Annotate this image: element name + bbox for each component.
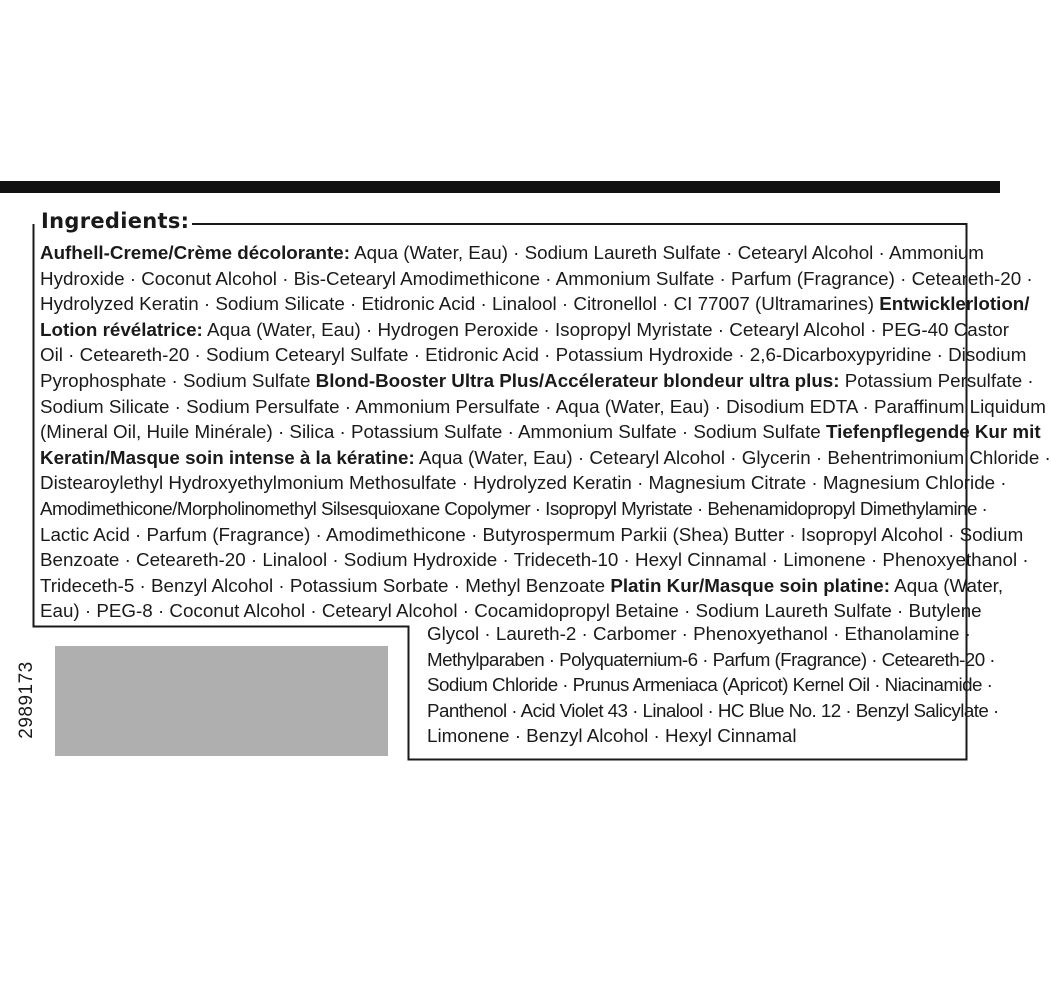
ingredients-text-main: [40, 240, 1051, 624]
ingredients-main-line: [40, 266, 1033, 292]
ingredients-main-line: [40, 317, 1010, 343]
product-section-title: Aufhell-Creme/Crème décolorante:: [40, 242, 350, 263]
ingredients-main-line: [40, 419, 1041, 445]
product-section-title: Entwicklerlotion/: [879, 293, 1030, 315]
ingredients-main-line: [40, 368, 1034, 394]
ingredients-heading: Ingredients:: [40, 207, 192, 235]
ingredient-list-text: Eau) · PEG-8 · Coconut Alcohol · Cetearyl Alcohol · Cocamidopropyl Betaine · Sodium Laureth Sulfate · Butylene: [40, 600, 982, 622]
ingredients-continued-line: [427, 621, 971, 647]
ingredient-list-text: Lactic Acid · Parfum (Fragrance) · Amodimethicone · Butyrospermum Parkii (Shea) Butter · Isopropyl Alcohol · Sodium: [40, 523, 1024, 545]
ingredient-list-text: Sodium Chloride · Prunus Armeniaca (Apricot) Kernel Oil · Niacinamide ·: [427, 674, 993, 696]
ingredients-text-continued: [427, 621, 999, 749]
product-section-title: Lotion révélatrice:: [40, 318, 203, 340]
ingredient-list-text: Aqua (Water,: [889, 574, 1004, 596]
ingredient-list-text: Aqua (Water, Eau) · Cetearyl Alcohol · Glycerin · Behentrimonium Chloride ·: [414, 446, 1051, 468]
product-section-title: Keratin/Masque soin intense à la kératine:: [40, 446, 415, 468]
product-section-title: Platin Kur/Masque soin platine:: [610, 574, 890, 596]
ingredient-list-text: Glycol · Laureth-2 · Carbomer · Phenoxyethanol · Ethanolamine ·: [427, 623, 971, 644]
ingredients-main-line: [40, 522, 1024, 548]
ingredient-list-text: Hydrolyzed Keratin · Sodium Silicate · Etidronic Acid · Linalool · Citronellol · CI 77007 (Ultramarines): [40, 293, 880, 315]
ingredients-main-line: [40, 470, 1007, 496]
ingredients-main-line: [40, 547, 1029, 573]
product-section-title: Blond-Booster Ultra Plus/Accélerateur blondeur ultra plus:: [315, 369, 840, 391]
product-section-title: Tiefenpflegende Kur mit: [825, 421, 1041, 443]
ingredient-list-text: Potassium Persulfate ·: [839, 369, 1034, 391]
ingredient-list-text: Pyrophosphate · Sodium Sulfate: [40, 369, 316, 391]
ingredients-continued-line: [427, 698, 999, 724]
product-code: 2989173: [16, 661, 37, 739]
ingredient-list-text: Trideceth-5 · Benzyl Alcohol · Potassium Sorbate · Methyl Benzoate: [40, 574, 611, 596]
ingredient-list-text: Sodium Silicate · Sodium Persulfate · Ammonium Persulfate · Aqua (Water, Eau) · Disodium EDTA · Paraffinum Liquidum: [40, 395, 1046, 417]
ingredients-main-line: [40, 394, 1046, 420]
ingredient-list-text: Aqua (Water, Eau) · Sodium Laureth Sulfate · Cetearyl Alcohol · Ammonium: [349, 242, 984, 263]
ingredients-continued-line: [427, 723, 960, 749]
ingredients-main-line: [40, 445, 1051, 471]
ingredients-continued-line: [427, 647, 995, 673]
ingredients-main-line: [40, 342, 1027, 368]
ingredient-list-text: Benzoate · Ceteareth-20 · Linalool · Sodium Hydroxide · Trideceth-10 · Hexyl Cinnamal · Limonene · Phenoxyethanol ·: [40, 549, 1029, 571]
ingredient-list-text: (Mineral Oil, Huile Minérale) · Silica · Potassium Sulfate · Ammonium Sulfate · Sodium Sulfate: [40, 421, 826, 443]
ingredient-list-text: Methylparaben · Polyquaternium-6 · Parfum (Fragrance) · Ceteareth-20 ·: [427, 648, 995, 670]
ingredients-continued-line: [427, 672, 993, 698]
ingredient-list-text: Aqua (Water, Eau) · Hydrogen Peroxide · Isopropyl Myristate · Cetearyl Alcohol · PEG-40 Castor: [202, 318, 1010, 340]
ingredients-main-line: [40, 496, 988, 522]
barcode-placeholder: [55, 646, 388, 756]
ingredient-list-text: Hydroxide · Coconut Alcohol · Bis-Cetearyl Amodimethicone · Ammonium Sulfate · Parfum (Fragrance) · Ceteareth-20 ·: [40, 267, 1033, 289]
ingredients-main-line: [40, 240, 984, 266]
ingredient-list-text: Distearoylethyl Hydroxyethylmonium Methosulfate · Hydrolyzed Keratin · Magnesium Citrate · Magnesium Chloride ·: [40, 472, 1007, 494]
ingredient-list-text: Limonene · Benzyl Alcohol · Hexyl Cinnamal: [427, 725, 797, 747]
ingredient-list-text: Amodimethicone/Morpholinomethyl Silsesquioxane Copolymer · Isopropyl Myristate · Behenamidopropyl Dimethylamine ·: [40, 497, 988, 519]
ingredient-list-text: Oil · Ceteareth-20 · Sodium Cetearyl Sulfate · Etidronic Acid · Potassium Hydroxide · 2,6-Dicarboxypyridine · Disodium: [40, 344, 1027, 366]
ingredients-main-line: [40, 291, 1030, 317]
ingredients-main-line: [40, 573, 1004, 599]
ingredient-list-text: Panthenol · Acid Violet 43 · Linalool · HC Blue No. 12 · Benzyl Salicylate ·: [427, 699, 999, 721]
